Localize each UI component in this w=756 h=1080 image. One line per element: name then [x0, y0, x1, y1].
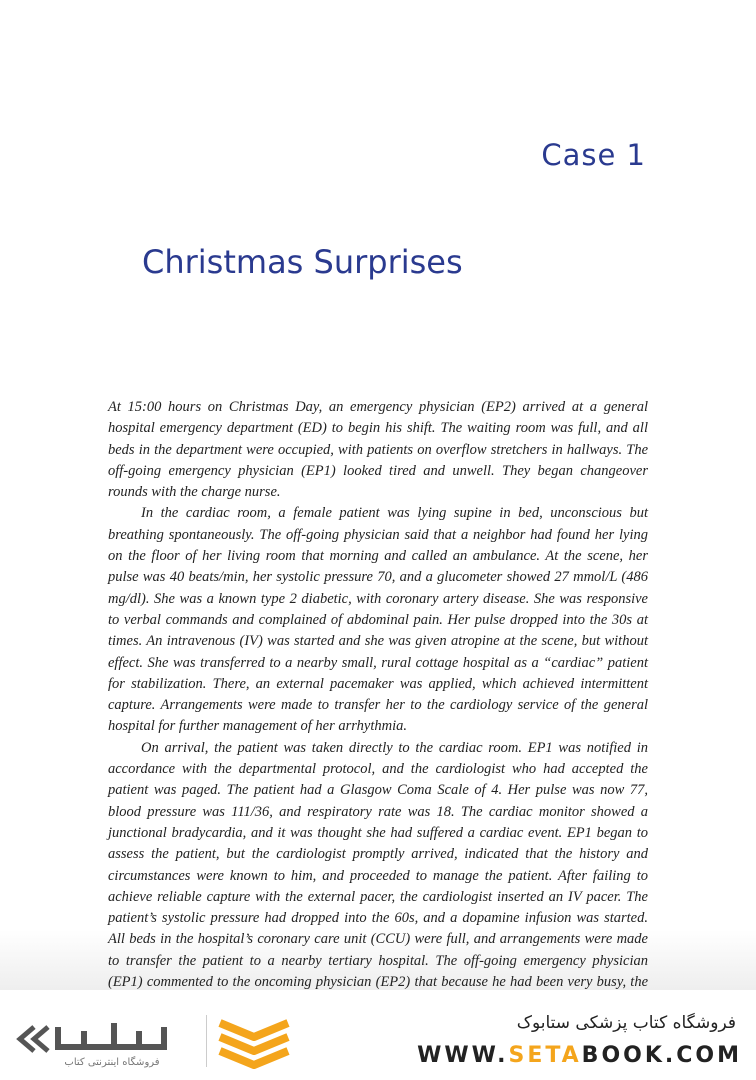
url-accent: SETA: [508, 1043, 582, 1068]
paragraph: In the cardiac room, a female patient was lying supine in bed, unconscious but breathing spontaneously. The off-going physician said that a neighbor had found her lying on the floor of her living room that morning and called an ambulance. At the scene, her pulse was 40 beats/min, her systolic pressure 70, and a glucometer showed 27 mmol/L (486 mg/dl). She was a known type 2 diabetic, with coronary artery disease. She was responsive to verbal commands and complained of abdominal pain. Her pulse dropped into the 30s at times. An intravenous (IV) was started and she was given atropine at the scene, but without effect. She was transferred to a nearby small, rural cottage hospital as a “cardiac” patient for stabilization. There, an external pacemaker was applied, which achieved intermittent capture. Arrangements were made to transfer her to the cardiology service of the general hospital for further management of her arrhythmia.: [108, 505, 648, 735]
url-suffix: BOOK.COM: [581, 1043, 742, 1068]
logo-caption: فروشگاه اینترنتی کتاب: [64, 1057, 160, 1068]
paragraph: On arrival, the patient was taken directly to the cardiac room. EP1 was notified in accordance with the departmental protocol, and the cardiologist who had accepted the patient was paged. The patient had a Glasgow Coma Scale of 4. Her pulse was now 77, blood pressure was 111/36, and respiratory rate was 18. The cardiac monitor showed a junctional bradycardia, and it was thought she had suffered a cardiac event. EP1 began to assess the patient, but the cardiologist promptly arrived, indicated that the history and circumstances were known to him, and proceeded to manage the patient. After failing to achieve reliable capture with the external pacer, the cardiologist inserted an IV pacer. The patient’s systolic pressure had dropped into the 60s, and a dopamine infusion was started. All beds in the hospital’s coronary care unit (CCU) were full, and arrangements were made to transfer the patient to a nearby tertiary hospital. The off-going emergency physician (EP1) commented to the oncoming physician (EP2) that because he had been very busy, the: [108, 739, 648, 991]
body-text: [108, 397, 648, 991]
url-prefix: WWW.: [417, 1043, 509, 1068]
shop-url[interactable]: [417, 1043, 742, 1068]
case-number: Case 1: [541, 138, 646, 172]
book-stack-icon: [214, 1013, 294, 1073]
chapter-title: Christmas Surprises: [142, 243, 463, 281]
store-banner: [0, 995, 756, 1080]
setabook-logo: [14, 1017, 184, 1067]
paragraph: At 15:00 hours on Christmas Day, an emergency physician (EP2) arrived at a general hospital emergency department (ED) to begin his shift. The waiting room was full, and all beds in the department were occupied, with patients on overflow stretchers in hallways. The off-going emergency physician (EP1) looked tired and unwell. They began changeover rounds with the charge nurse.: [108, 399, 648, 501]
logo-divider: [206, 1015, 207, 1067]
shop-name: فروشگاه کتاب پزشکی ستابوک: [516, 1013, 736, 1033]
